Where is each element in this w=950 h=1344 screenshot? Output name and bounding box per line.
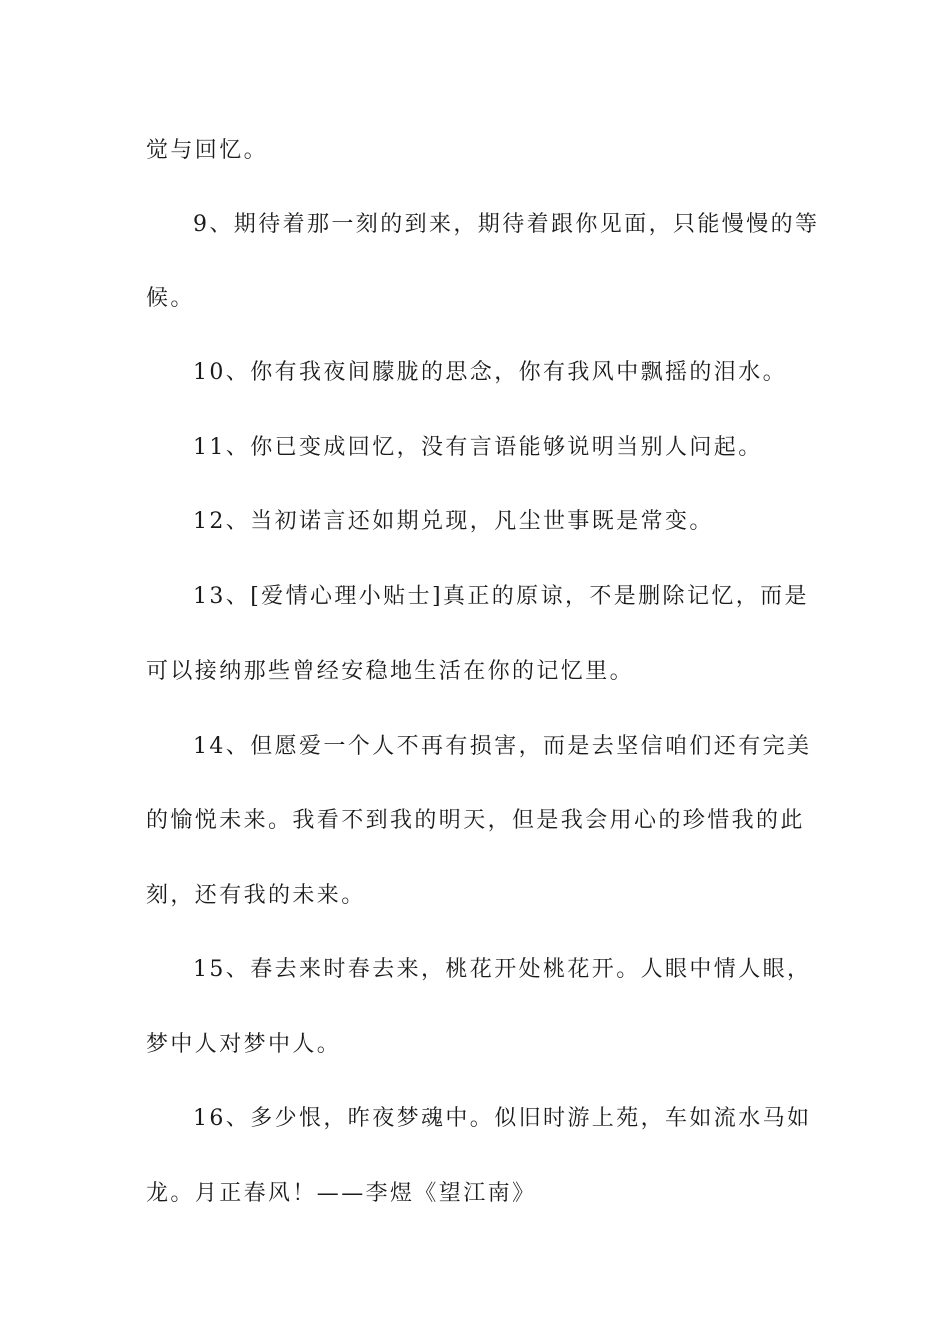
list-item-15: 15、春去来时春去来，桃花开处桃花开。人眼中情人眼， xyxy=(193,957,812,982)
list-item-10: 10、你有我夜间朦胧的思念，你有我风中飘摇的泪水。 xyxy=(193,360,787,385)
list-item-13: 13、[爱情心理小贴士]真正的原谅，不是删除记忆，而是 xyxy=(193,584,809,609)
text-line: 觉与回忆。 xyxy=(146,138,269,163)
text-line: 龙。月正春风！——李煜《望江南》 xyxy=(146,1181,537,1206)
list-item-12: 12、当初诺言还如期兑现，凡尘世事既是常变。 xyxy=(193,509,714,534)
list-item-11: 11、你已变成回忆，没有言语能够说明当别人问起。 xyxy=(193,435,763,460)
text-line: 刻，还有我的未来。 xyxy=(146,883,366,908)
list-item-9: 9、期待着那一刻的到来，期待着跟你见面，只能慢慢的等 xyxy=(193,212,820,237)
text-line: 候。 xyxy=(146,286,195,311)
list-item-14: 14、但愿爱一个人不再有损害，而是去坚信咱们还有完美 xyxy=(193,734,812,759)
text-line: 梦中人对梦中人。 xyxy=(146,1032,342,1057)
list-item-16: 16、多少恨，昨夜梦魂中。似旧时游上苑，车如流水马如 xyxy=(193,1106,812,1131)
text-line: 的愉悦未来。我看不到我的明天，但是我会用心的珍惜我的此 xyxy=(146,808,805,833)
text-line: 可以接纳那些曾经安稳地生活在你的记忆里。 xyxy=(146,659,635,684)
